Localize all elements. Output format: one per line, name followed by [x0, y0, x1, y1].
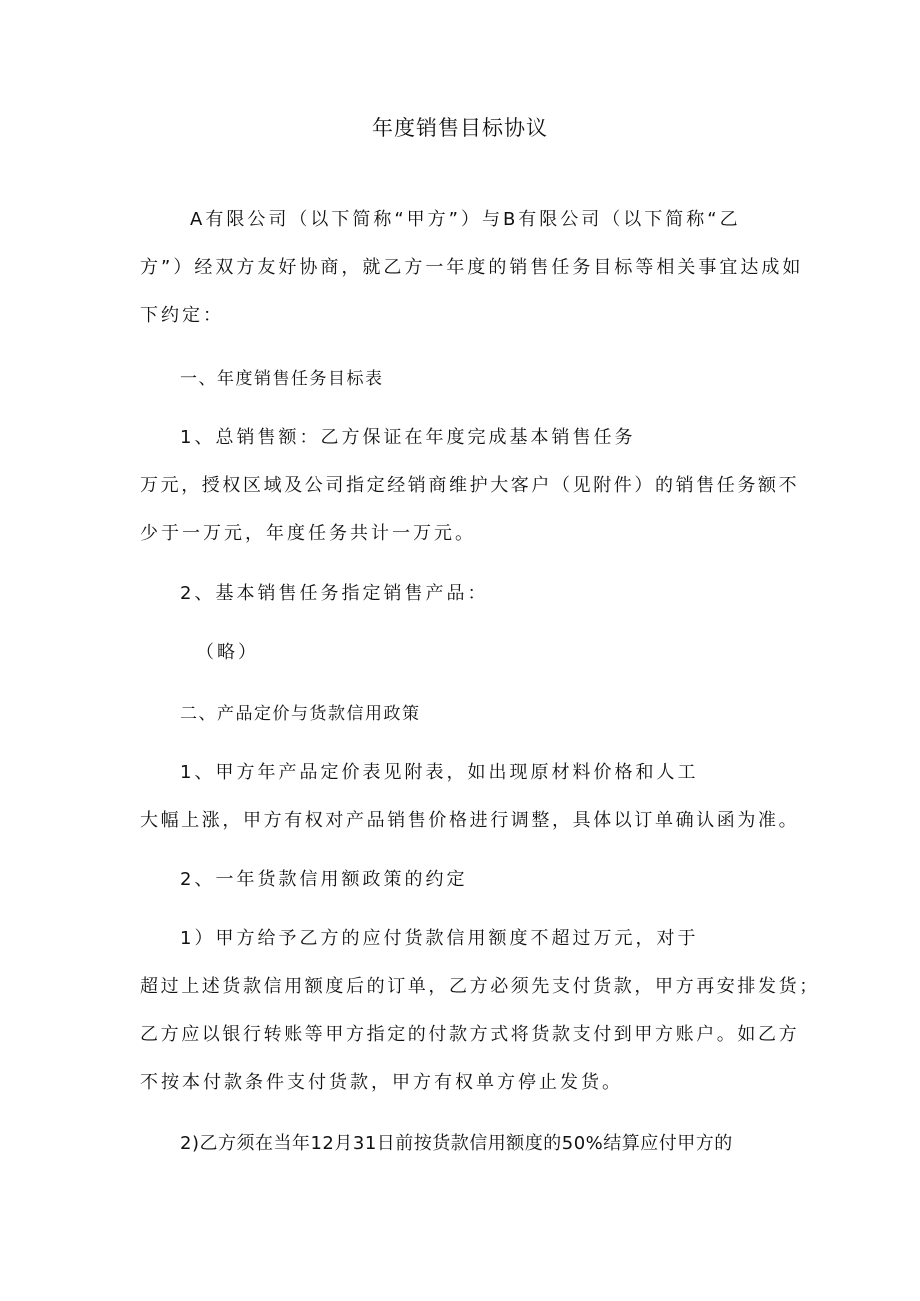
paragraph-line: 乙方应以银行转账等甲方指定的付款方式将货款支付到甲方账户。如乙方: [140, 1024, 800, 1045]
paragraph-line: 1）甲方给予乙方的应付货款信用额度不超过万元，对于: [180, 928, 699, 949]
paragraph-line: 超过上述货款信用额度后的订单，乙方必须先支付货款，甲方再安排发货；: [140, 976, 820, 997]
paragraph-line: 1、甲方年产品定价表见附表，如出现原材料价格和人工: [180, 762, 699, 783]
paragraph-line: 不按本付款条件支付货款，甲方有权单方停止发货。: [140, 1072, 623, 1093]
paragraph-line: 万元，授权区域及公司指定经销商维护大客户（见附件）的销售任务额不: [140, 475, 800, 496]
paragraph-line: 大幅上涨，甲方有权对产品销售价格进行调整，具体以订单确认函为准。: [140, 810, 800, 831]
paragraph-line: 少于一万元，年度任务共计一万元。: [140, 523, 476, 544]
paragraph-line: 方”）经双方友好协商，就乙方一年度的销售任务目标等相关事宜达成如: [140, 257, 804, 278]
paragraph-line: 2)乙方须在当年12月31日前按货款信用额度的50%结算应付甲方的: [180, 1133, 733, 1154]
paragraph-line: 下约定：: [140, 305, 224, 326]
document-title: 年度销售目标协议: [372, 116, 548, 140]
paragraph-line: （略）: [196, 642, 259, 663]
section-heading: 一、年度销售任务目标表: [180, 369, 384, 389]
paragraph-line: 2、一年货款信用额政策的约定: [180, 869, 468, 890]
section-heading: 二、产品定价与货款信用政策: [180, 704, 421, 724]
paragraph-line: 1、总销售额：乙方保证在年度完成基本销售任务: [180, 427, 636, 448]
paragraph-line: A有限公司（以下简称“甲方”）与B有限公司（以下简称“乙: [190, 209, 741, 230]
paragraph-line: 2、基本销售任务指定销售产品：: [180, 583, 489, 604]
